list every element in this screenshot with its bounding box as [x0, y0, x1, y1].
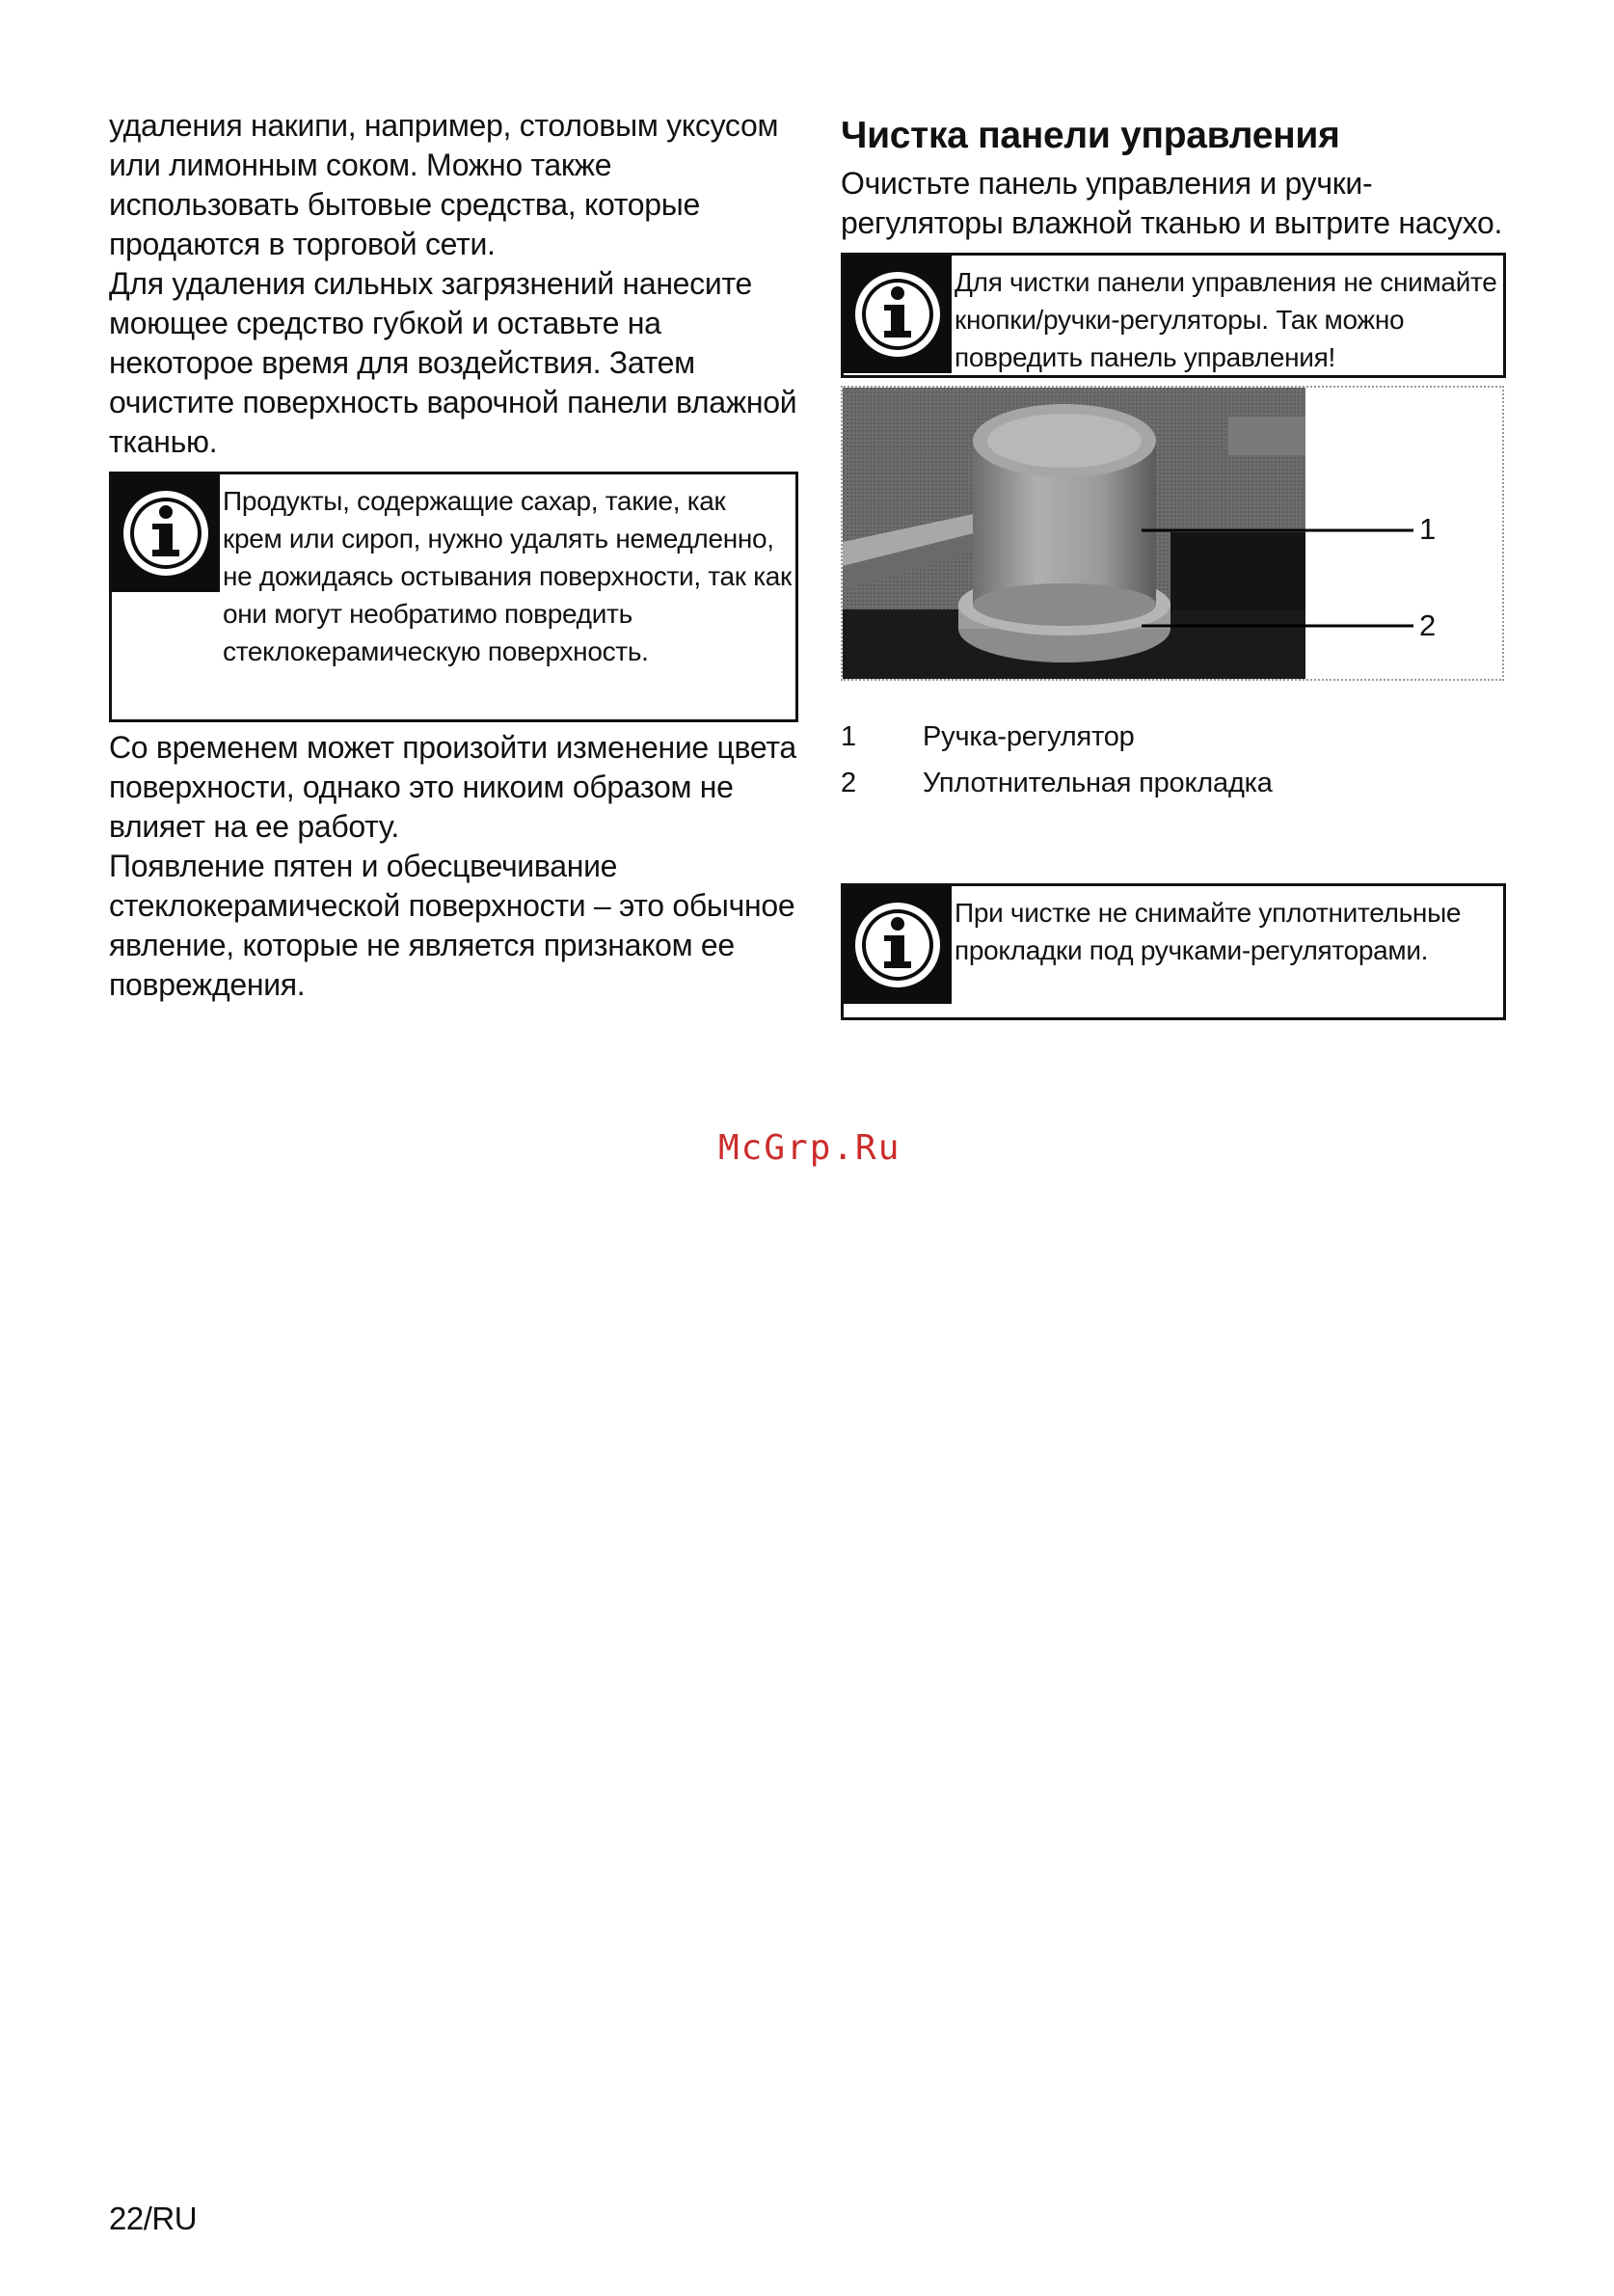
knob-illustration [843, 388, 1502, 679]
right-column [841, 106, 1506, 1020]
callout-2: 2 [1419, 608, 1437, 642]
left-text-top [109, 106, 798, 462]
paragraph: Появление пятен и обесцвечивание стеклокерамической поверхности – это обычное явление, которые не является признаком ее повреждения. [109, 849, 795, 1002]
legend-item [841, 760, 1506, 806]
info-text: При чистке не снимайте уплотнительные прокладки под ручками-регуляторами. [955, 898, 1462, 965]
info-icon [844, 886, 952, 1004]
legend-label: Уплотнительная прокладка [923, 768, 1273, 798]
info-icon [844, 256, 952, 373]
paragraph: Для удаления сильных загрязнений нанесите моющее средство губкой и оставьте на некоторое время для воздействия. Затем очистите поверхность варочной панели влажной тканью. [109, 266, 797, 459]
figure-legend [841, 714, 1506, 806]
paragraph: Со временем может произойти изменение цвета поверхности, однако это никоим образом не влияет на ее работу. [109, 730, 796, 844]
paragraph: удаления накипи, например, столовым уксусом или лимонным соком. Можно также использовать бытовые средства, которые продаются в торговой сети. [109, 108, 779, 261]
legend-number: 1 [841, 721, 856, 752]
paragraph: Очистьте панель управления и ручки-регуляторы влажной тканью и вытрите насухо. [841, 166, 1503, 240]
left-text-bottom [109, 728, 798, 1005]
legend-label: Ручка-регулятор [923, 721, 1135, 752]
info-text: Продукты, содержащие сахар, такие, как крем или сироп, нужно удалять немедленно, не дожидаясь остывания поверхности, так как они могут необратимо повредить стеклокерамическую поверхность. [223, 486, 793, 666]
info-box-sugar [109, 472, 798, 722]
intro-text [841, 164, 1506, 243]
watermark-link[interactable]: McGrp.Ru [718, 1128, 901, 1168]
info-box-gaskets [841, 883, 1506, 1020]
legend-item [841, 714, 1506, 760]
section-heading: Чистка панели управления [841, 115, 1340, 156]
left-column [109, 106, 798, 1005]
knob-figure [841, 386, 1504, 681]
callout-1: 1 [1419, 512, 1437, 546]
info-box-knobs [841, 253, 1506, 378]
info-text: Для чистки панели управления не снимайте кнопки/ручки-регуляторы. Так можно повредить панель управления! [955, 267, 1497, 372]
legend-number: 2 [841, 768, 856, 798]
page-number: 22/RU [109, 2201, 198, 2236]
info-icon [112, 474, 220, 592]
